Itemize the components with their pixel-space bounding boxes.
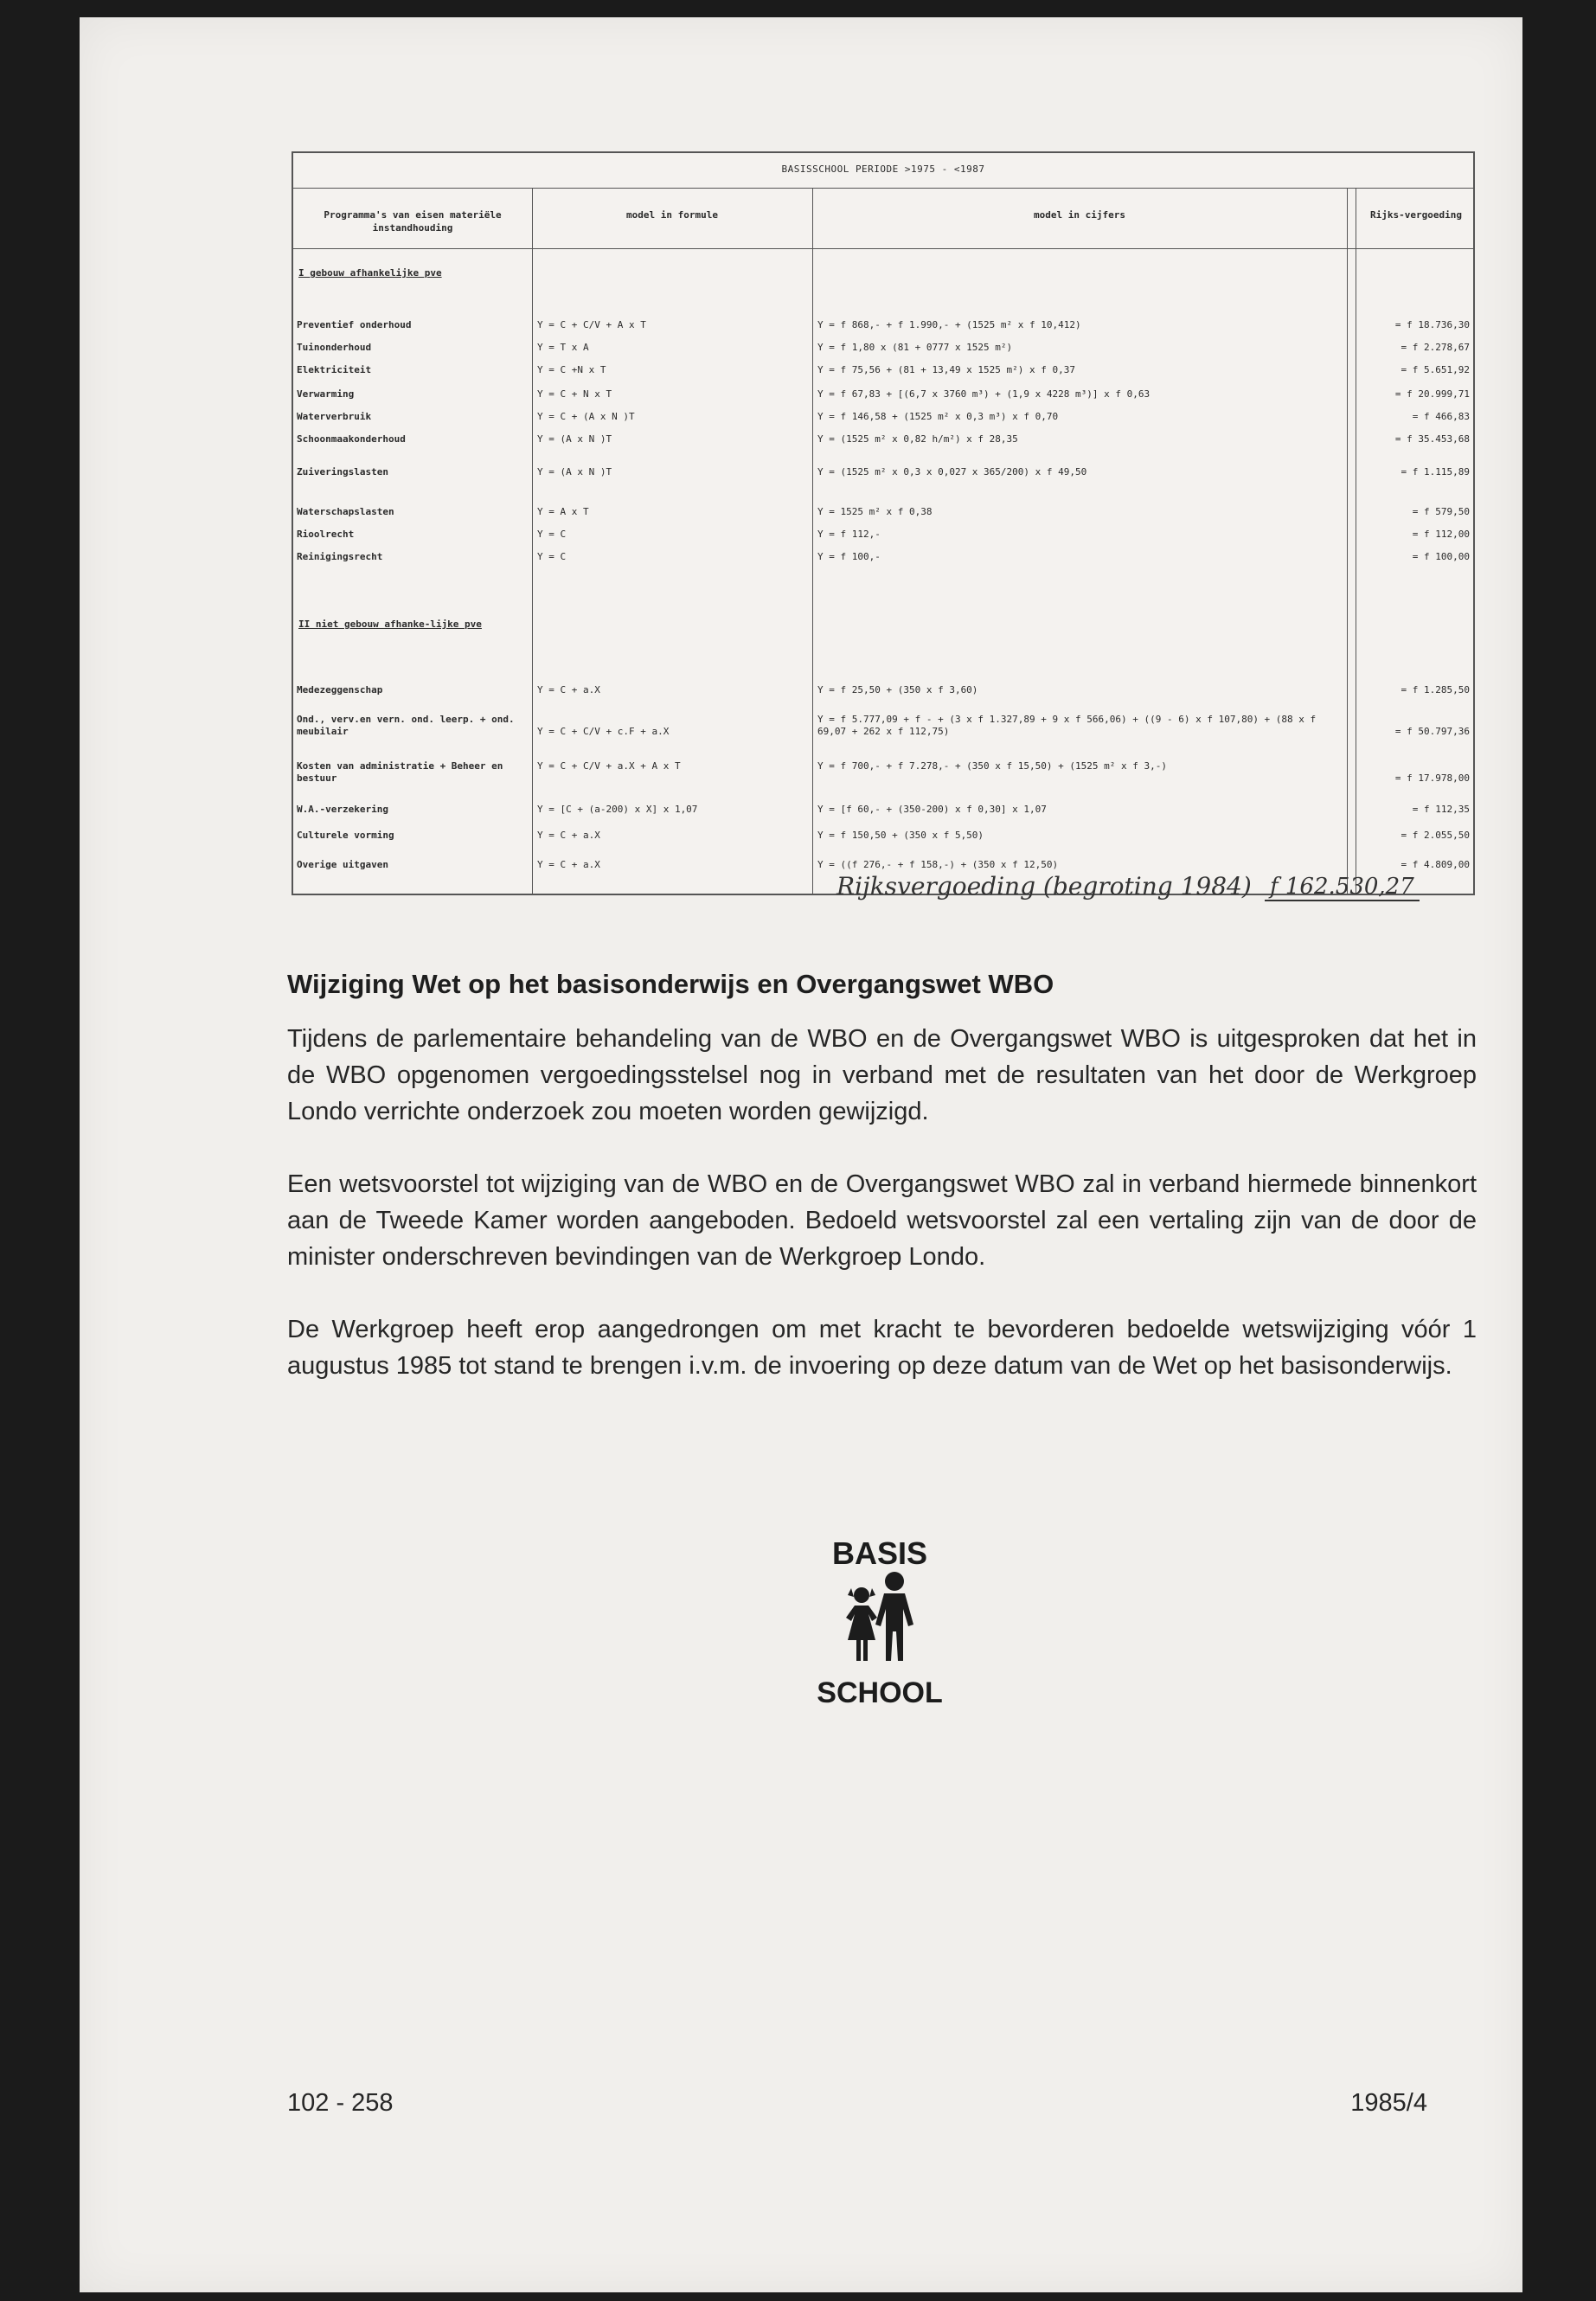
paragraph: Een wetsvoorstel tot wijziging van de WBO en de Overgangswet WBO zal in verband hiermede binnenkort aan de Tweede Kamer worden aangeboden. Bedoeld wetsvoorstel zal een vertaling zijn van de door de minister onderschreven bevindingen van de Werkgroep Londo. — [287, 1170, 1477, 1271]
row-name: W.A.-verzekering — [297, 804, 388, 815]
row-amount: = f 35.453,68 — [1394, 433, 1470, 445]
row-name: Waterverbruik — [297, 411, 372, 422]
divider — [532, 188, 533, 894]
row-amount: = f 112,35 — [1412, 804, 1470, 815]
row-figures: Y = f 112,- — [817, 529, 881, 540]
row-amount: = f 50.797,36 — [1394, 726, 1470, 737]
row-name: Tuinonderhoud — [297, 342, 372, 353]
row-formula: Y = C + a.X — [537, 830, 600, 841]
divider — [1347, 188, 1348, 894]
row-formula: Y = [C + (a-200) x X] x 1,07 — [537, 804, 698, 815]
row-amount: = f 4.809,00 — [1401, 859, 1470, 870]
row-figures: Y = 1525 m² x f 0,38 — [817, 506, 933, 517]
row-formula: Y = A x T — [537, 506, 589, 517]
row-formula: Y = C + a.X — [537, 684, 600, 695]
row-amount: = f 2.278,67 — [1401, 342, 1470, 353]
row-name: Ond., verv.en vern. ond. leerp. + ond. meubilair — [297, 714, 515, 737]
row-formula: Y = C + N x T — [537, 388, 612, 400]
row-amount: = f 18.736,30 — [1394, 319, 1470, 330]
row-name: Verwarming — [297, 388, 355, 400]
row-formula: Y = C + C/V + c.F + a.X — [537, 726, 670, 737]
row-name: Waterschapslasten — [297, 506, 394, 517]
row-amount: = f 1.285,50 — [1401, 684, 1470, 695]
row-name: Medezeggenschap — [297, 684, 383, 695]
row-figures: Y = f 150,50 + (350 x f 5,50) — [817, 830, 984, 841]
row-amount: = f 2.055,50 — [1401, 830, 1470, 841]
row-amount: = f 1.115,89 — [1401, 466, 1470, 478]
document-page — [80, 17, 1522, 2292]
header-programs: Programma's van eisen materiële instandhouding — [324, 209, 502, 234]
issue-number: 1985/4 — [1350, 2089, 1427, 2117]
section-heading-2: II niet gebouw afhanke-lijke pve — [298, 619, 482, 630]
row-name: Schoonmaakonderhoud — [297, 433, 406, 445]
row-amount: = f 112,00 — [1412, 529, 1470, 540]
header-formula: model in formule — [626, 209, 718, 221]
row-formula: Y = C — [537, 529, 567, 540]
row-name: Zuiveringslasten — [297, 466, 388, 478]
section-heading-1: I gebouw afhankelijke pve — [298, 267, 442, 279]
row-amount: = f 20.999,71 — [1394, 388, 1470, 400]
row-name: Reinigingsrecht — [297, 551, 383, 562]
row-figures: Y = (1525 m² x 0,82 h/m²) x f 28,35 — [817, 433, 1018, 445]
row-formula: Y = C + C/V + A x T — [537, 319, 646, 330]
divider — [293, 188, 1473, 189]
row-figures: Y = f 1,80 x (81 + 0777 x 1525 m²) — [817, 342, 1013, 353]
logo-bottom-text: SCHOOL — [817, 1676, 943, 1709]
scanned-table — [292, 151, 1475, 895]
header-reimbursement: Rijks-vergoeding — [1370, 209, 1462, 221]
row-name: Elektriciteit — [297, 364, 372, 375]
row-name: Rioolrecht — [297, 529, 355, 540]
row-figures: Y = f 700,- + f 7.278,- + (350 x f 15,50) + (1525 m² x f 3,-) — [817, 760, 1167, 772]
page-number: 102 - 258 — [287, 2089, 394, 2117]
row-amount: = f 5.651,92 — [1401, 364, 1470, 375]
row-figures: Y = f 868,- + f 1.990,- + (1525 m² x f 10,412) — [817, 319, 1081, 330]
row-name: Culturele vorming — [297, 830, 394, 841]
row-figures: Y = f 25,50 + (350 x f 3,60) — [817, 684, 978, 695]
row-figures: Y = f 67,83 + [(6,7 x 3760 m³) + (1,9 x 4228 m³)] x f 0,63 — [817, 388, 1151, 400]
row-amount: = f 466,83 — [1412, 411, 1470, 422]
row-formula: Y = C +N x T — [537, 364, 606, 375]
header-figures: model in cijfers — [1034, 209, 1125, 221]
row-figures: Y = [f 60,- + (350-200) x f 0,30] x 1,07 — [817, 804, 1047, 815]
row-figures: Y = (1525 m² x 0,3 x 0,027 x 365/200) x f 49,50 — [817, 466, 1087, 478]
row-name: Kosten van administratie + Beheer en bestuur — [297, 760, 503, 784]
section-heading: Wijziging Wet op het basisonderwijs en Overgangswet WBO — [287, 969, 1054, 999]
row-figures: Y = ((f 276,- + f 158,-) + (350 x f 12,50) — [817, 859, 1059, 870]
row-amount: = f 17.978,00 — [1394, 772, 1470, 784]
row-figures: Y = f 100,- — [817, 551, 881, 562]
paragraph: De Werkgroep heeft erop aangedrongen om met kracht te bevorderen bedoelde wetswijziging vóór 1 augustus 1985 tot stand te brengen i.v.m. de invoering op deze datum van de Wet op het basisonderwijs. — [287, 1316, 1477, 1380]
row-formula: Y = C + (A x N )T — [537, 411, 635, 422]
row-formula: Y = C + a.X — [537, 859, 600, 870]
divider — [293, 248, 1473, 249]
table-title: BASISSCHOOL PERIODE >1975 - <1987 — [781, 163, 985, 175]
row-formula: Y = C — [537, 551, 567, 562]
handwritten-total: f 162.530,27 — [1265, 874, 1420, 901]
row-formula: Y = C + C/V + a.X + A x T — [537, 760, 681, 772]
row-amount: = f 579,50 — [1412, 506, 1470, 517]
row-name: Preventief onderhoud — [297, 319, 412, 330]
row-figures: Y = f 5.777,09 + f - + (3 x f 1.327,89 + 9 x f 566,06) + ((9 - 6) x f 107,80) + (88 x f 69,07 + 262 x f 112,75) — [817, 714, 1317, 737]
row-amount: = f 100,00 — [1412, 551, 1470, 562]
basisschool-logo — [817, 1531, 943, 1709]
row-figures: Y = f 75,56 + (81 + 13,49 x 1525 m²) x f 0,37 — [817, 364, 1076, 375]
row-formula: Y = (A x N )T — [537, 466, 612, 478]
handwritten-note: Rijksvergoeding (begroting 1984) — [836, 872, 1252, 901]
divider — [812, 188, 813, 894]
row-name: Overige uitgaven — [297, 859, 388, 870]
row-figures: Y = f 146,58 + (1525 m² x 0,3 m³) x f 0,70 — [817, 411, 1059, 422]
row-formula: Y = T x A — [537, 342, 589, 353]
row-formula: Y = (A x N )T — [537, 433, 612, 445]
paragraph: Tijdens de parlementaire behandeling van de WBO en de Overgangswet WBO is uitgesproken dat het in de WBO opgenomen vergoedingsstelsel nog in verband met de resultaten van het door de Werkgroep Londo verrichte onderzoek zou moeten worden gewijzigd. — [287, 1025, 1477, 1125]
logo-top-text: BASIS — [831, 1535, 928, 1571]
